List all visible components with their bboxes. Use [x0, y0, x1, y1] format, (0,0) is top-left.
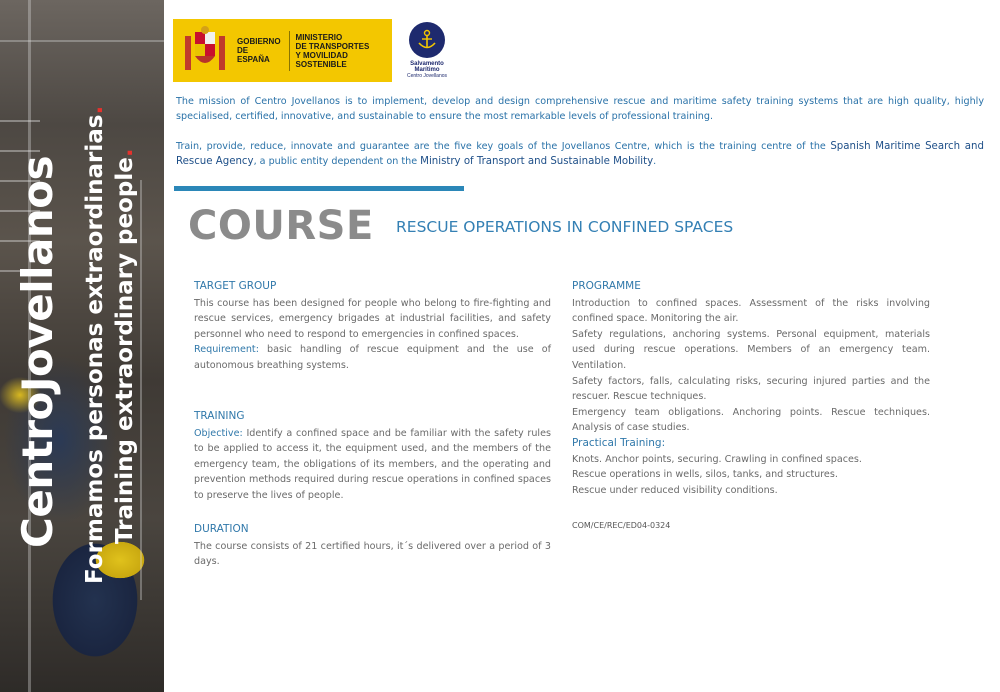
slogan-english-text: Training extraordinary people [112, 157, 138, 544]
brand-rest: entroJovellanos [13, 155, 62, 518]
gov-line-2: DE ESPAÑA [237, 46, 270, 64]
sidebar-photo [0, 0, 164, 692]
government-logo [173, 19, 392, 82]
mission-statement: The mission of Centro Jovellanos is to implement, develop and design comprehensive rescue and maritime safety training systems that are high quality, highly specialised, certified, innovative, and sustainable to ensure the most remarkable levels of professional training. [176, 96, 984, 122]
practical-training-title: Practical Training: [572, 436, 666, 449]
practical-item: Knots. Anchor points, securing. Crawling in confined spaces. [572, 453, 862, 465]
salvamento-maritimo-logo [398, 20, 456, 82]
training-section [194, 409, 551, 504]
ministry-reference: Ministry of Transport and Sustainable Mobility [420, 156, 654, 167]
objective-label: Objective: [194, 427, 243, 439]
programme-title: PROGRAMME [572, 280, 641, 292]
coat-of-arms-icon [183, 26, 227, 76]
target-group-text: This course has been designed for people who belong to fire-fighting and rescue services, emergency brigades at industrial facilities, and safety personnel who need to respond to emergencies in confined spaces. [194, 297, 551, 340]
ministry-line-1: MINISTERIO [295, 32, 343, 42]
slogan-spanish-text: Formamos personas extraordinarias [82, 114, 108, 584]
goals-end: . [653, 156, 657, 167]
goals-statement [176, 139, 984, 169]
programme-item: Emergency team obligations. Anchoring points. Rescue techniques. Analysis of case studies. [572, 406, 930, 434]
duration-title: DURATION [194, 523, 249, 535]
ministry-line-3: Y MOVILIDAD SOSTENIBLE [295, 50, 348, 69]
practical-item: Rescue operations in wells, silos, tanks, and structures. [572, 469, 838, 481]
right-column [572, 279, 930, 534]
sm-name: Salvamento Marítimo [410, 61, 444, 73]
slogan-spanish [82, 106, 108, 584]
logo-divider [289, 31, 290, 71]
ministry-name [296, 33, 392, 69]
gov-line-1: GOBIERNO [237, 37, 281, 46]
duration-text: The course consists of 21 certified hours, it´s delivered over a period of 3 days. [194, 540, 551, 568]
duration-section [194, 522, 551, 570]
agency-name: Spanish Maritime Search and Rescue Agency [176, 141, 984, 167]
slogan-english [112, 148, 138, 544]
course-title: RESCUE OPERATIONS IN CONFINED SPACES [396, 218, 734, 236]
slogan-spanish-dot: . [82, 105, 108, 115]
goals-prefix: Train, provide, reduce, innovate and guarantee are the five key goals of the Jovellanos Centre, which is the training centre of the [176, 141, 831, 152]
government-name [237, 37, 283, 64]
sm-subtitle: Centro Jovellanos [406, 73, 448, 79]
brand-wordmark [13, 156, 62, 548]
requirement-label: Requirement: [194, 344, 259, 356]
requirement [194, 342, 551, 373]
objective [194, 426, 551, 504]
section-divider [174, 186, 464, 191]
brand-prefix: C [13, 517, 62, 548]
objective-text: Identify a confined space and be familiar with the safety rules to be applied to access it, the equipment used, and the members of the emergency team, the obligations of its members, and the operating and prevention methods required during rescue operations in confined spaces to preserve the lives of people. [194, 427, 551, 501]
requirement-text: basic handling of rescue equipment and the use of autonomous breathing systems. [194, 344, 551, 371]
course-heading: COURSE [188, 203, 374, 249]
target-group-section [194, 279, 551, 374]
programme-item: Safety regulations, anchoring systems. Personal equipment, materials used during rescue operations. Members of an emergency team. Ventilation. [572, 328, 930, 371]
course-code: COM/CE/REC/ED04-0324 [572, 521, 671, 531]
anchor-emblem-icon [409, 22, 445, 58]
programme-item: Introduction to confined spaces. Assessment of the risks involving confined space. Monitoring the air. [572, 297, 930, 325]
programme-item: Safety factors, falls, calculating risks, securing injured parties and the rescuer. Rescue techniques. [572, 375, 930, 403]
slogan-english-dot: . [112, 148, 138, 158]
practical-item: Rescue under reduced visibility conditions. [572, 484, 778, 496]
target-group-title: TARGET GROUP [194, 280, 277, 292]
goals-middle: , a public entity dependent on the [253, 156, 421, 167]
training-title: TRAINING [194, 410, 245, 422]
ministry-line-2: DE TRANSPORTES [295, 41, 370, 51]
